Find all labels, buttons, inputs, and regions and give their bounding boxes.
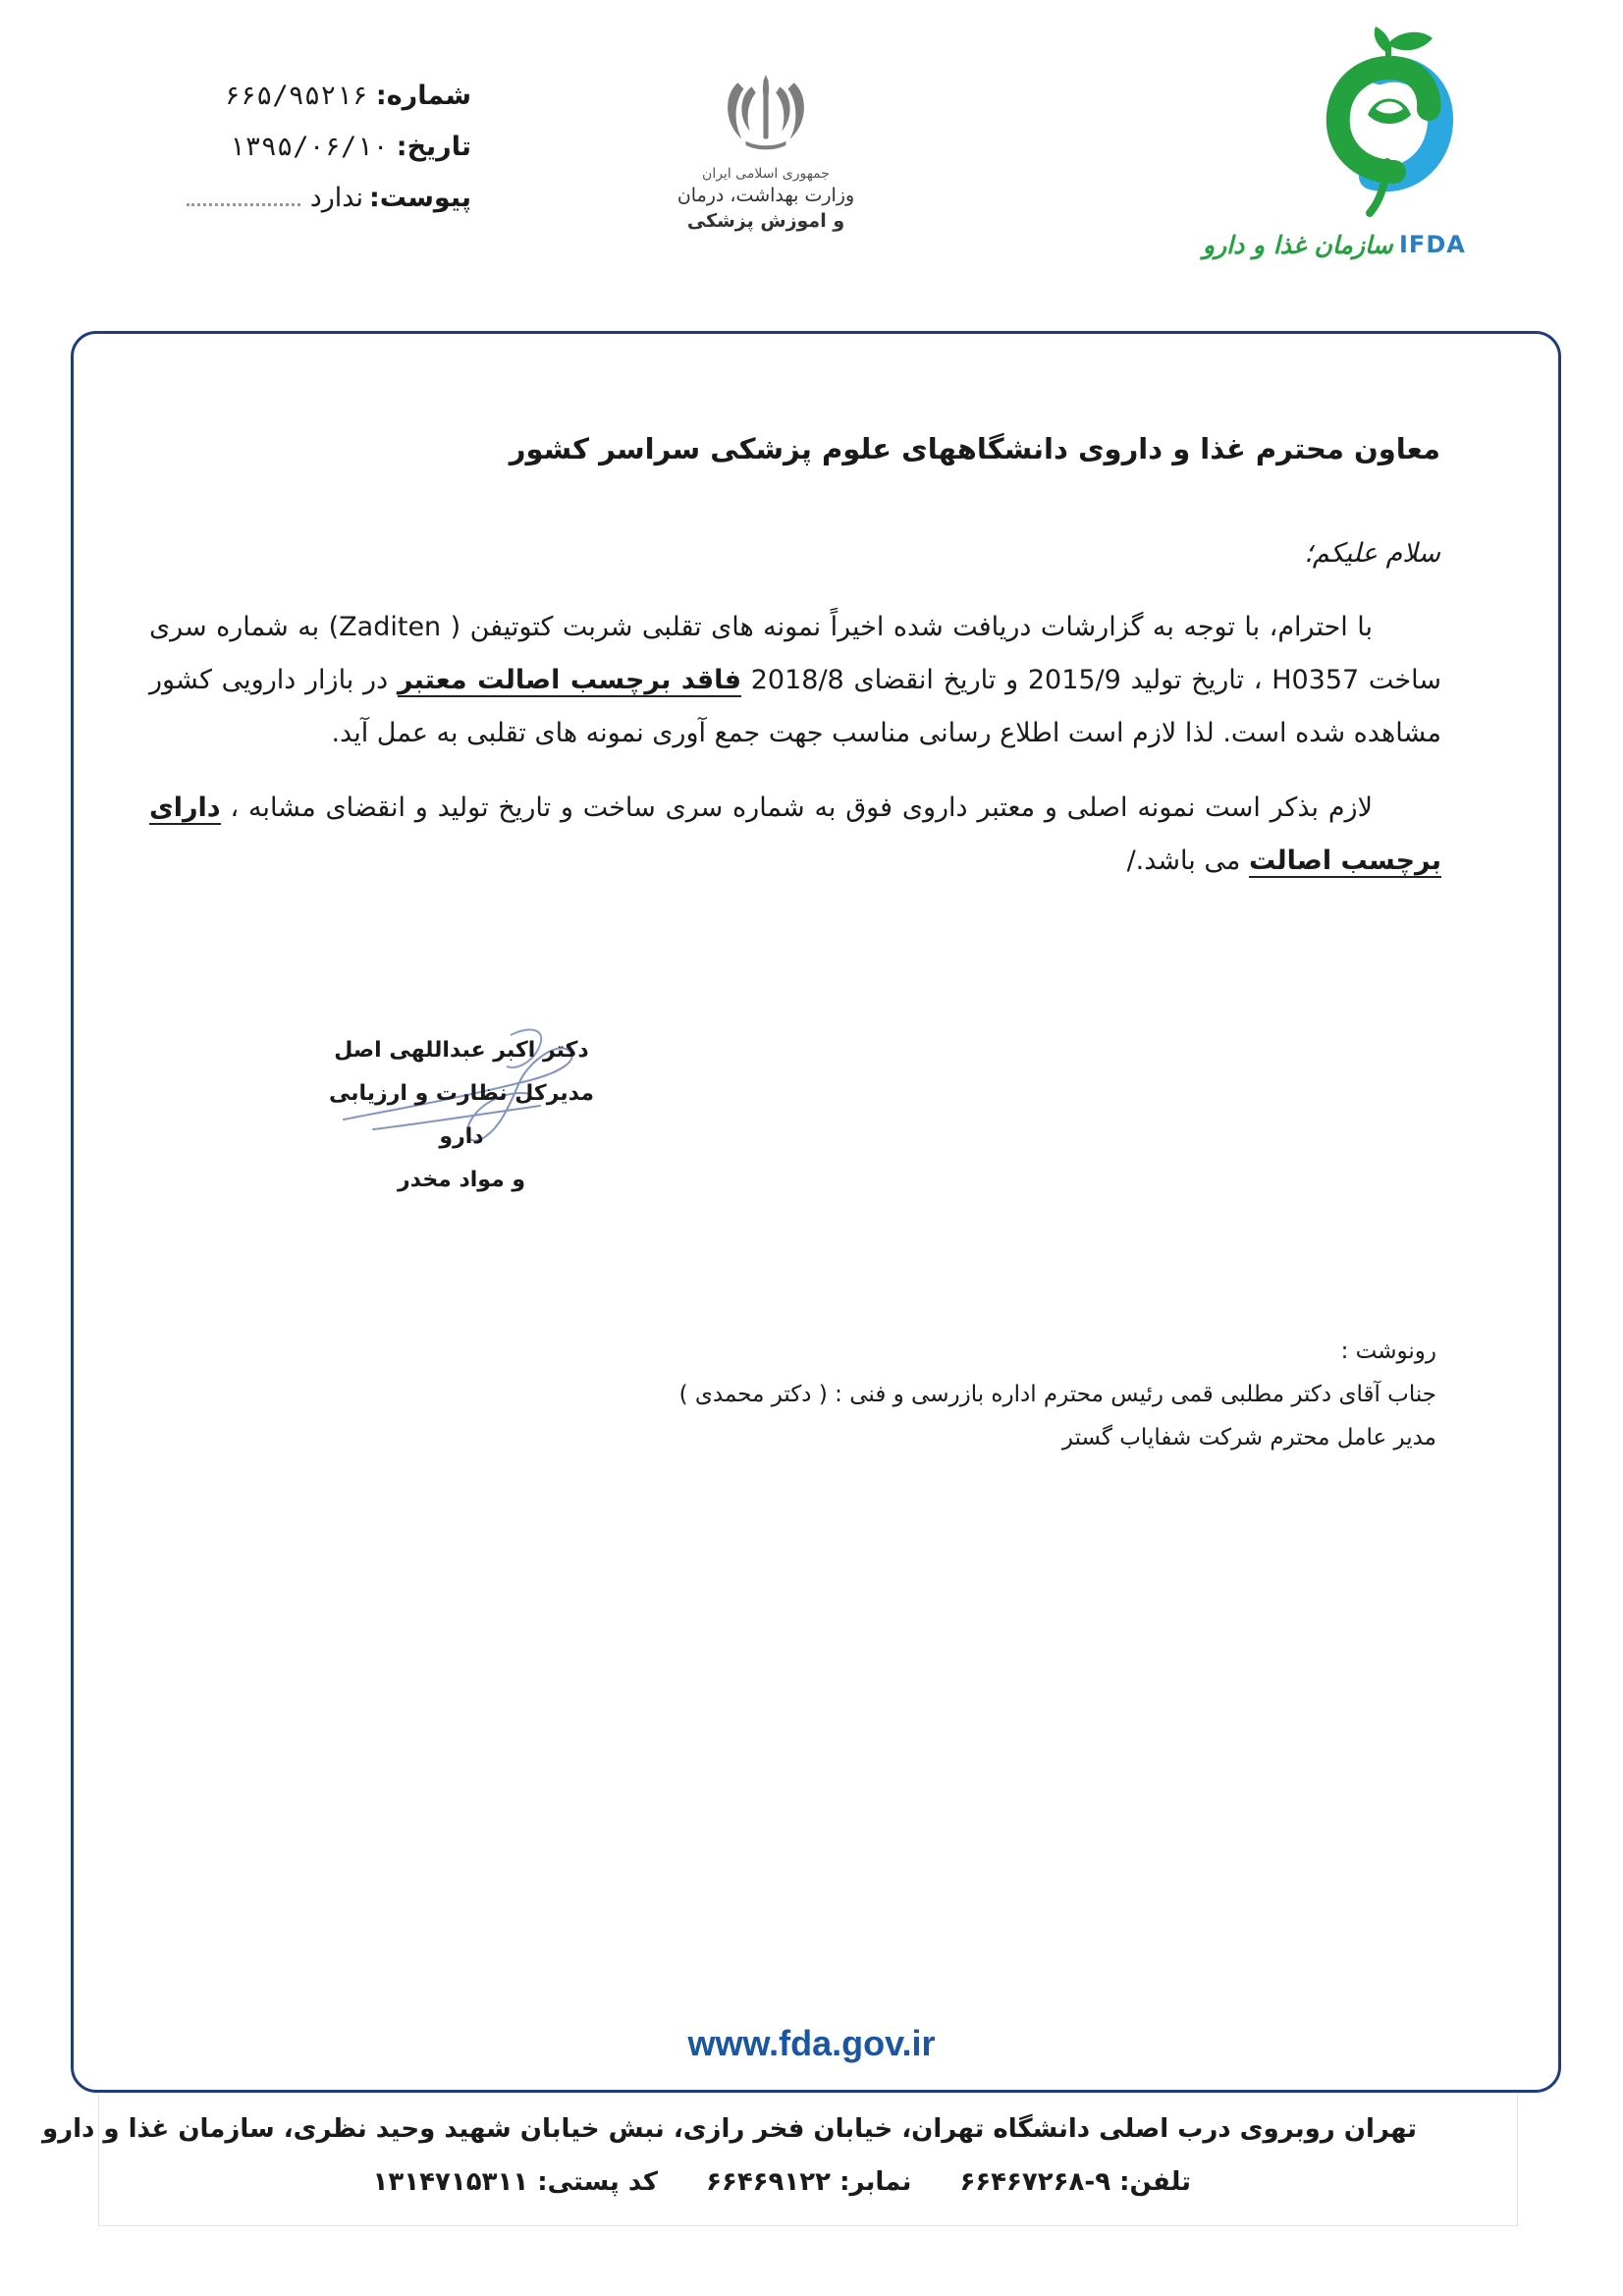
footer-postal: کد پستی: ۱۳۱۴۷۱۵۳۱۱: [372, 2167, 659, 2197]
paragraph-2: [149, 782, 1441, 888]
footer-fax: نمابر: ۶۶۴۶۹۱۲۲: [706, 2167, 912, 2197]
paragraph-2-text-b: می باشد./: [1126, 846, 1249, 876]
number-label: شماره:: [375, 81, 471, 111]
cc-label: رونوشت :: [1340, 1339, 1436, 1364]
footer-address: تهران روبروی درب اصلی دانشگاه تهران، خیابان فخر رازی، نبش خیابان شهید وحید نظری، سازمان غذا و دارو: [41, 2114, 1417, 2144]
date-value: ۱۳۹۵/۰۶/۱۰: [229, 132, 389, 162]
org-abbr: IFDA: [1399, 231, 1466, 258]
cc-line-2: مدیر عامل محترم شرکت شفایاب گستر: [1061, 1425, 1436, 1450]
website-link[interactable]: www.fda.gov.ir: [687, 2023, 936, 2063]
paragraph-1: [149, 601, 1441, 760]
recipient: معاون محترم غذا و داروی دانشگاههای علوم پزشکی سراسر کشور: [509, 432, 1440, 465]
attachment-label: پیوست:: [368, 183, 471, 213]
signature-block: [324, 1029, 599, 1202]
paragraph-1-text-b: در بازار دارویی کشور مشاهده شده است. لذا لازم است اطلاع رسانی مناسب جهت جمع آوری نمونه های تقلبی به عمل آید.: [149, 665, 1441, 748]
paragraph-1-text-a: با احترام، با توجه به گزارشات دریافت شده اخیراً نمونه های تقلبی شربت کتوتیفن ( Zaditen) به شماره سری ساخت H0357 ، تاریخ تولید 2015/9 و تاریخ انقضای 2018/8: [149, 612, 1441, 695]
ifda-logo-icon: [1193, 25, 1517, 236]
ministry-line-1: جمهوری اسلامی ایران: [702, 166, 830, 182]
ifda-logo: [1193, 25, 1517, 270]
org-name: سازمان غذا و دارو: [1203, 231, 1393, 259]
paragraph-1-highlight: فاقد برچسب اصالت معتبر: [397, 665, 741, 695]
paragraph-2-text-a: لازم بذکر است نمونه اصلی و معتبر داروی فوق به شماره سری ساخت و تاریخ تولید و انقضای مشابه ،: [220, 793, 1373, 823]
footer-phone: تلفن: ۹-۶۶۴۶۷۲۶۸: [959, 2167, 1191, 2197]
date-label: تاریخ:: [396, 132, 471, 162]
attachment-value: ندارد: [309, 183, 363, 213]
paragraph-2-highlight: دارای برچسب اصالت: [149, 793, 1441, 876]
cc-line-1: جناب آقای دکتر مطلبی قمی رئیس محترم اداره بازرسی و فنی : ( دکتر محمدی ): [678, 1382, 1436, 1407]
letter-meta: [187, 81, 471, 234]
ministry-line-2: وزارت بهداشت، درمان: [676, 184, 855, 206]
signatory-title-2: و مواد مخدر: [397, 1168, 526, 1192]
ministry-name: [648, 165, 884, 234]
iran-emblem-icon: [715, 69, 817, 159]
letter-frame: [71, 331, 1561, 2093]
signatory-name: دکتر اکبر عبداللهی اصل: [334, 1038, 589, 1063]
attachment-dots: [187, 193, 300, 206]
greeting: سلام علیکم؛: [1304, 538, 1440, 569]
number-row: [187, 81, 471, 132]
footer-contacts: [334, 2167, 1191, 2197]
date-row: [187, 132, 471, 183]
ministry-block: [648, 69, 884, 234]
attachment-row: [187, 183, 471, 234]
ministry-line-3: و اموزش پزشکی: [686, 209, 845, 232]
number-value: ۶۶۵/۹۵۲۱۶: [224, 81, 368, 111]
signatory-title-1: مدیرکل نظارت و ارزیابی دارو: [329, 1081, 594, 1149]
cc-block: [679, 1330, 1436, 1459]
